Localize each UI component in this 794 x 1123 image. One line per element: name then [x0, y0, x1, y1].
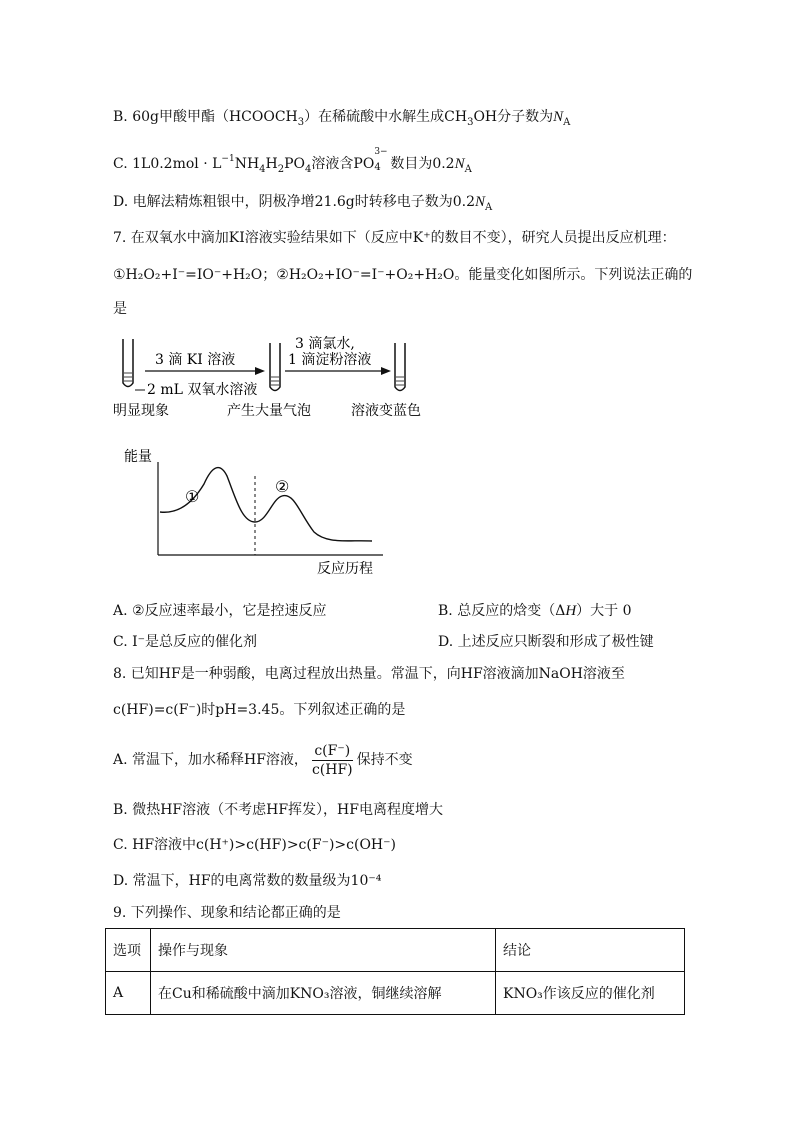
arrow-2-label-2: 1 滴淀粉溶液: [288, 352, 372, 368]
arrow-2-label-1: 3 滴氯水,: [295, 336, 355, 352]
table-header-cell: 操作与现象: [151, 929, 496, 972]
q8-option-a: [113, 740, 413, 780]
subscript: 2: [277, 164, 285, 175]
option-b-text-2: ）在稀硫酸中水解生成CH: [304, 109, 468, 125]
question-8-stem-1: 8. 已知HF是一种弱酸，电离过程放出热量。常温下，向HF溶液滴加NaOH溶液至: [113, 666, 625, 682]
subscript: A: [464, 164, 472, 175]
question-7-stem-2: ①H₂O₂+I⁻=IO⁻+H₂O；②H₂O₂+IO⁻=I⁻+O₂+H₂O。能量变化如图所示。下列说法正确的: [113, 267, 693, 283]
option-d-text: D. 电解法精炼粗银中，阴极净增21.6g时转移电子数为0.2: [113, 194, 476, 210]
question-9-table: [105, 928, 685, 1015]
table-header-cell: 结论: [496, 929, 685, 972]
observation-1: 明显现象: [113, 403, 169, 419]
observation-2: 产生大量气泡: [227, 403, 311, 419]
option-c-text-2: 数目为0.2: [390, 156, 455, 172]
arrow-1: [145, 367, 265, 375]
formula-part: 溶液含PO: [311, 156, 375, 172]
formula-part: NH: [234, 156, 260, 172]
subscript: A: [485, 202, 493, 213]
q8-option-b: B. 微热HF溶液（不考虑HF挥发），HF电离程度增大: [113, 802, 443, 818]
subscript: 3: [297, 117, 305, 128]
formula-part: PO: [284, 156, 306, 172]
subscript: 4: [305, 164, 312, 175]
subscript: 4: [259, 164, 266, 175]
table-cell: KNO₃作该反应的催化剂: [496, 972, 685, 1015]
question-8-stem-2: c(HF)=c(F⁻)时pH=3.45。下列叙述正确的是: [113, 702, 406, 718]
option-b-text: B. 60g甲酸甲酯（HCOOCH: [113, 109, 298, 125]
fraction-denominator: c(HF): [311, 761, 353, 778]
observation-3: 溶液变蓝色: [351, 403, 421, 419]
q8-option-a-text: A. 常温下，加水稀释HF溶液，: [113, 752, 308, 768]
table-cell: 在Cu和稀硫酸中滴加KNO₃溶液，铜继续溶解: [151, 972, 496, 1015]
option-b-text-3: OH分子数为: [473, 109, 554, 125]
arrow-1-label: 3 滴 KI 溶液: [155, 352, 236, 368]
question-9-stem: 9. 下列操作、现象和结论都正确的是: [113, 905, 341, 921]
avogadro-symbol: N: [553, 109, 564, 125]
arrow-2: [285, 367, 391, 375]
enthalpy-symbol: H: [565, 603, 577, 619]
tube-label: 2 mL 双氧水溶液: [147, 382, 258, 398]
experiment-figure: [113, 333, 443, 423]
q7-option-c: C. I⁻是总反应的催化剂: [113, 634, 258, 650]
fraction-numerator: c(F⁻): [312, 742, 353, 761]
superscript: 3−: [374, 147, 388, 157]
avogadro-symbol: N: [454, 156, 465, 172]
q7-option-b: [438, 601, 632, 621]
q7-option-b-text: B. 总反应的焓变（Δ: [438, 603, 566, 619]
question-7-stem-3: 是: [113, 301, 127, 317]
option-c-line: [113, 149, 472, 180]
table-header-row: [106, 929, 685, 972]
peak-2-label: ②: [275, 477, 290, 496]
x-axis-label: 反应历程: [317, 561, 373, 577]
question-7-stem-1: 7. 在双氧水中滴加KI溶液实验结果如下（反应中K⁺的数目不变），研究人员提出反应机理：: [113, 230, 676, 246]
q8-option-d: D. 常温下，HF的电离常数的数量级为10⁻⁴: [113, 873, 382, 889]
peak-1-label: ①: [185, 487, 200, 506]
test-tube-1: [123, 339, 133, 387]
table-cell: A: [106, 972, 151, 1015]
table-row: [106, 972, 685, 1015]
q8-option-c: C. HF溶液中c(H⁺)>c(HF)>c(F⁻)>c(OH⁻): [113, 837, 396, 853]
option-d-line: [113, 192, 492, 218]
q7-option-a: A. ②反应速率最小，它是控速反应: [113, 603, 327, 619]
y-axis-label: 能量: [124, 449, 152, 465]
q7-option-d: D. 上述反应只断裂和形成了极性键: [438, 634, 654, 650]
superscript: −1: [221, 154, 235, 164]
subscript: A: [563, 117, 571, 128]
option-c-text: C. 1L0.2mol · L: [113, 156, 222, 172]
formula-part: H: [265, 156, 278, 172]
q7-option-b-text-2: ）大于 0: [576, 603, 632, 619]
option-b-line: [113, 107, 570, 133]
q8-option-a-text-2: 保持不变: [356, 752, 413, 768]
test-tube-2: [270, 343, 280, 391]
test-tube-3: [395, 343, 405, 391]
subscript: 3: [467, 117, 474, 128]
avogadro-symbol: N: [475, 194, 486, 210]
fraction: [312, 742, 353, 779]
subscript: 4: [374, 162, 381, 173]
energy-diagram: [122, 444, 392, 580]
table-header-cell: 选项: [106, 929, 151, 972]
